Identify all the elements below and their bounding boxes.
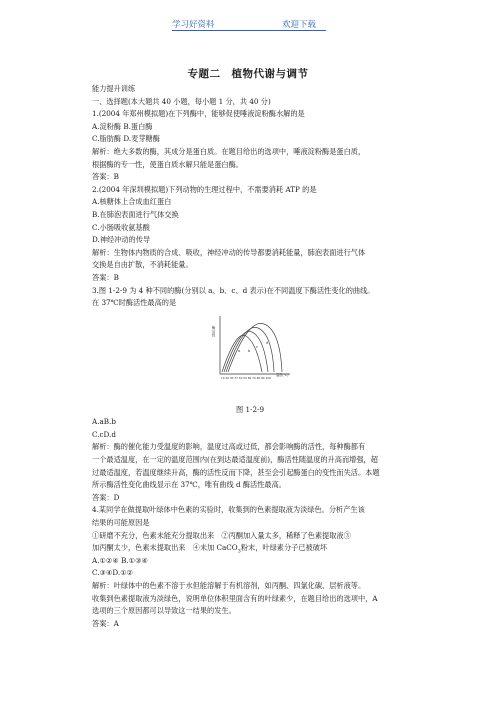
x-axis-label: 温度(℃) bbox=[276, 372, 289, 377]
text-block-1 bbox=[92, 83, 408, 310]
curve-label-d: d bbox=[266, 340, 269, 345]
text-line: 2.(2004 年深圳模拟题)下列动物的生理过程中，不需要消耗 ATP 的是 bbox=[92, 184, 317, 194]
text-line: A.核糖体上合成血红蛋白 bbox=[92, 197, 172, 207]
header-rule bbox=[172, 30, 326, 31]
enzyme-activity-figure bbox=[92, 310, 408, 404]
text-line: A.①②④ B.①③④ bbox=[92, 555, 148, 565]
text-line: C.③④D.①② bbox=[92, 568, 134, 578]
curve-label-b: b bbox=[248, 348, 251, 353]
text-line: 交换是自由扩散，不消耗能量。 bbox=[92, 260, 193, 270]
text-line: 过最适温度，若温度继续升高，酶的活性反而下降，甚至会引起酶蛋白的变性而失活。本题 bbox=[92, 467, 380, 477]
curve-label-a: a bbox=[238, 348, 241, 353]
text-line: C.cD.d bbox=[92, 429, 116, 439]
text-line: A.淀粉酶 B.蛋白酶 bbox=[92, 121, 153, 131]
caco3-line-part-a: 加丙酮太少，色素未提取出来 ④未加 CaCO bbox=[92, 543, 238, 553]
text-line: 答案：A bbox=[92, 618, 119, 628]
text-line: 解析：绝大多数的酶，其成分是蛋白质。在题目给出的选项中，唾液淀粉酶是蛋白质， bbox=[92, 146, 366, 156]
text-line: 答案：B bbox=[92, 172, 119, 182]
text-line: C.小肠吸收氨基酸 bbox=[92, 222, 150, 232]
text-line: 4.某同学在做提取叶绿体中色素的实验时，收集到的色素提取液为淡绿色。分析产生该 bbox=[92, 505, 365, 515]
page-title: 专题二 植物代谢与调节 bbox=[187, 68, 309, 80]
y-axis-label: 酶活性 bbox=[212, 325, 216, 337]
text-line: 选项的三个原因都可以导致这一结果的发生。 bbox=[92, 606, 236, 616]
caco3-subscript: 3 bbox=[237, 548, 241, 555]
text-line: 收集到色素提取液为淡绿色，说明单位体积里面含有的叶绿素少，在题目给出的选项中，A bbox=[92, 593, 378, 603]
text-line: 所示酶活性变化曲线显示在 37℃，唯有曲线 d 酶活性最高。 bbox=[92, 480, 286, 490]
text-line: ①研磨不充分，色素未能充分提取出来 ②丙酮加入量太多，稀释了色素提取液③ bbox=[92, 530, 351, 540]
text-line: 一个最适温度，在一定的温度范围内(在到达最适温度前)，酶活性随温度的升高而增强，超 bbox=[92, 455, 378, 465]
text-line: 解析：叶绿体中的色素不溶于水但能溶解于有机溶剂，如丙酮、四氯化碳、层析液等。 bbox=[92, 581, 366, 590]
text-line: 答案：B bbox=[92, 272, 119, 282]
text-line: C.脂肪酶 D.麦芽糖酶 bbox=[92, 134, 160, 144]
text-line: 3.图 1-2-9 为 4 种不同的酶(分别以 a、b、c、d 表示)在不同温度下酶活性变化的曲线。 bbox=[92, 285, 375, 295]
text-line: B.在肺泡表面进行气体交换 bbox=[92, 209, 179, 219]
text-line: 结果的可能原因是 bbox=[92, 518, 150, 528]
curve-label-c: c bbox=[256, 344, 258, 349]
text-line: 解析：酶的催化能力受温度的影响，温度过高或过低，都会影响酶的活性，每种酶都有 bbox=[92, 442, 366, 452]
header-left-text: 学习好资料 bbox=[172, 20, 215, 30]
text-line: 答案：D bbox=[92, 492, 120, 502]
text-line: 解析：生物体内物质的合成、吸收，神经冲动的传导都要消耗能量，肺泡表面进行气体 bbox=[92, 247, 366, 257]
text-block-2 bbox=[92, 416, 408, 542]
text-line: 能力提升训练 bbox=[92, 84, 136, 93]
text-line: 在 37℃时酶活性最高的是 bbox=[92, 298, 177, 308]
text-line: 一、选择题(本大题共 40 小题，每小题 1 分，共 40 分) bbox=[92, 96, 271, 106]
text-line-caco3 bbox=[92, 542, 408, 555]
text-line: 1.(2004 年郑州模拟题)在下列酶中，能够促使唾液淀粉酶水解的是 bbox=[92, 109, 305, 119]
enzyme-activity-chart bbox=[212, 312, 292, 384]
x-tick-labels: 10 20 30 37 40 50 60 70 80 90 100 bbox=[221, 375, 271, 380]
document-body bbox=[92, 83, 408, 630]
header-right-text: 欢迎下载 bbox=[282, 20, 317, 30]
caco3-line-part-b: 粉末，叶绿素分子已被破坏 bbox=[240, 543, 328, 553]
text-block-3 bbox=[92, 555, 408, 631]
text-line: D.神经冲动的传导 bbox=[92, 235, 151, 245]
text-line: 根据酶的专一性，使蛋白质水解只能是蛋白酶。 bbox=[92, 159, 243, 169]
figure-caption: 图 1-2-9 bbox=[235, 404, 265, 414]
text-line: A.aB.b bbox=[92, 417, 116, 427]
